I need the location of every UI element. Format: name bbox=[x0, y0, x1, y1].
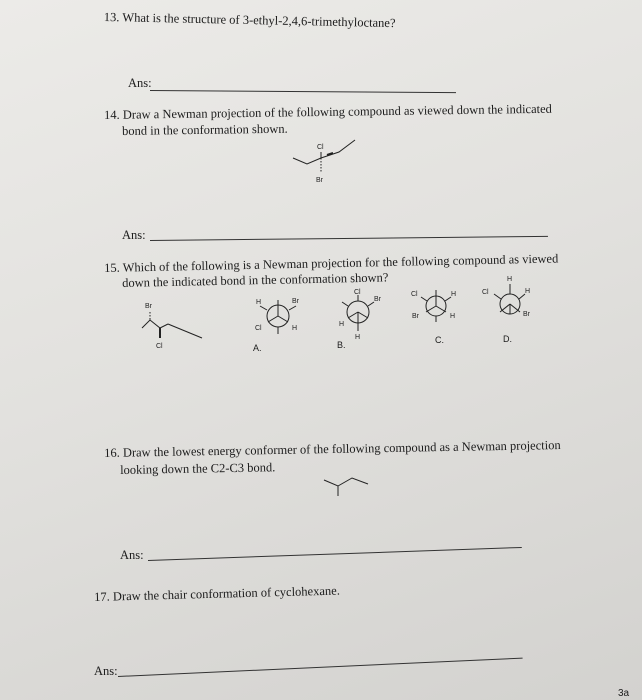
q15-molecule bbox=[140, 298, 215, 353]
opt-a-h2: H bbox=[292, 325, 298, 332]
question-16-line1: 16. Draw the lowest energy conformer of the following compound as a Newman projection bbox=[104, 438, 561, 460]
q17-ans-label: Ans: bbox=[94, 664, 118, 678]
option-c-letter: C. bbox=[435, 335, 444, 345]
option-d-letter: D. bbox=[503, 334, 512, 344]
q16-ans-label: Ans: bbox=[120, 548, 144, 562]
newman-option-c bbox=[408, 282, 464, 334]
question-16-line2: looking down the C2-C3 bond. bbox=[120, 460, 276, 477]
newman-option-d bbox=[480, 272, 540, 330]
q14-answer-line bbox=[150, 236, 548, 241]
q16-answer-line bbox=[148, 547, 522, 561]
opt-d-br: Br bbox=[523, 311, 530, 318]
opt-a-br: Br bbox=[292, 298, 299, 305]
q15-br-label: Br bbox=[145, 303, 152, 310]
question-13: 13. What is the structure of 3-ethyl-2,4,6-trimethyloctane? bbox=[103, 10, 396, 31]
question-15-line2: down the indicated bond in the conformation shown? bbox=[122, 270, 389, 290]
q13-ans-label: Ans: bbox=[128, 76, 152, 90]
q15-cl-label: Cl bbox=[156, 343, 163, 350]
q14-br-label: Br bbox=[316, 177, 323, 184]
page-number: 3a bbox=[618, 688, 630, 699]
opt-d-h2: H bbox=[525, 288, 531, 295]
opt-c-br: Br bbox=[412, 313, 419, 320]
q14-ans-label: Ans: bbox=[122, 228, 146, 242]
q16-molecule bbox=[322, 474, 372, 498]
opt-c-h1: H bbox=[451, 291, 457, 298]
opt-a-cl: Cl bbox=[255, 325, 262, 332]
question-15-line1: 15. Which of the following is a Newman projection for the following compound as viewed bbox=[104, 251, 559, 275]
opt-a-h1: H bbox=[256, 299, 262, 306]
opt-b-cl: Cl bbox=[354, 289, 361, 296]
q17-answer-line bbox=[118, 658, 523, 677]
q14-molecule bbox=[285, 138, 365, 188]
question-14-line1: 14. Draw a Newman projection of the following compound as viewed down the indicated bbox=[104, 101, 552, 122]
option-a-letter: A. bbox=[253, 343, 262, 353]
opt-d-cl: Cl bbox=[482, 289, 489, 296]
option-b-letter: B. bbox=[337, 340, 346, 350]
opt-d-h1: H bbox=[507, 276, 513, 283]
opt-b-br: Br bbox=[374, 296, 381, 303]
opt-b-h2: H bbox=[355, 334, 361, 341]
question-14-line2: bond in the conformation shown. bbox=[122, 121, 288, 138]
newman-option-b bbox=[330, 286, 386, 342]
q14-cl-label: Cl bbox=[317, 144, 324, 151]
opt-c-cl: Cl bbox=[411, 291, 418, 298]
q13-answer-line bbox=[150, 90, 456, 93]
question-17: 17. Draw the chair conformation of cyclohexane. bbox=[94, 583, 341, 604]
opt-b-h1: H bbox=[339, 321, 345, 328]
opt-c-h2: H bbox=[450, 313, 456, 320]
newman-option-a bbox=[252, 290, 304, 342]
